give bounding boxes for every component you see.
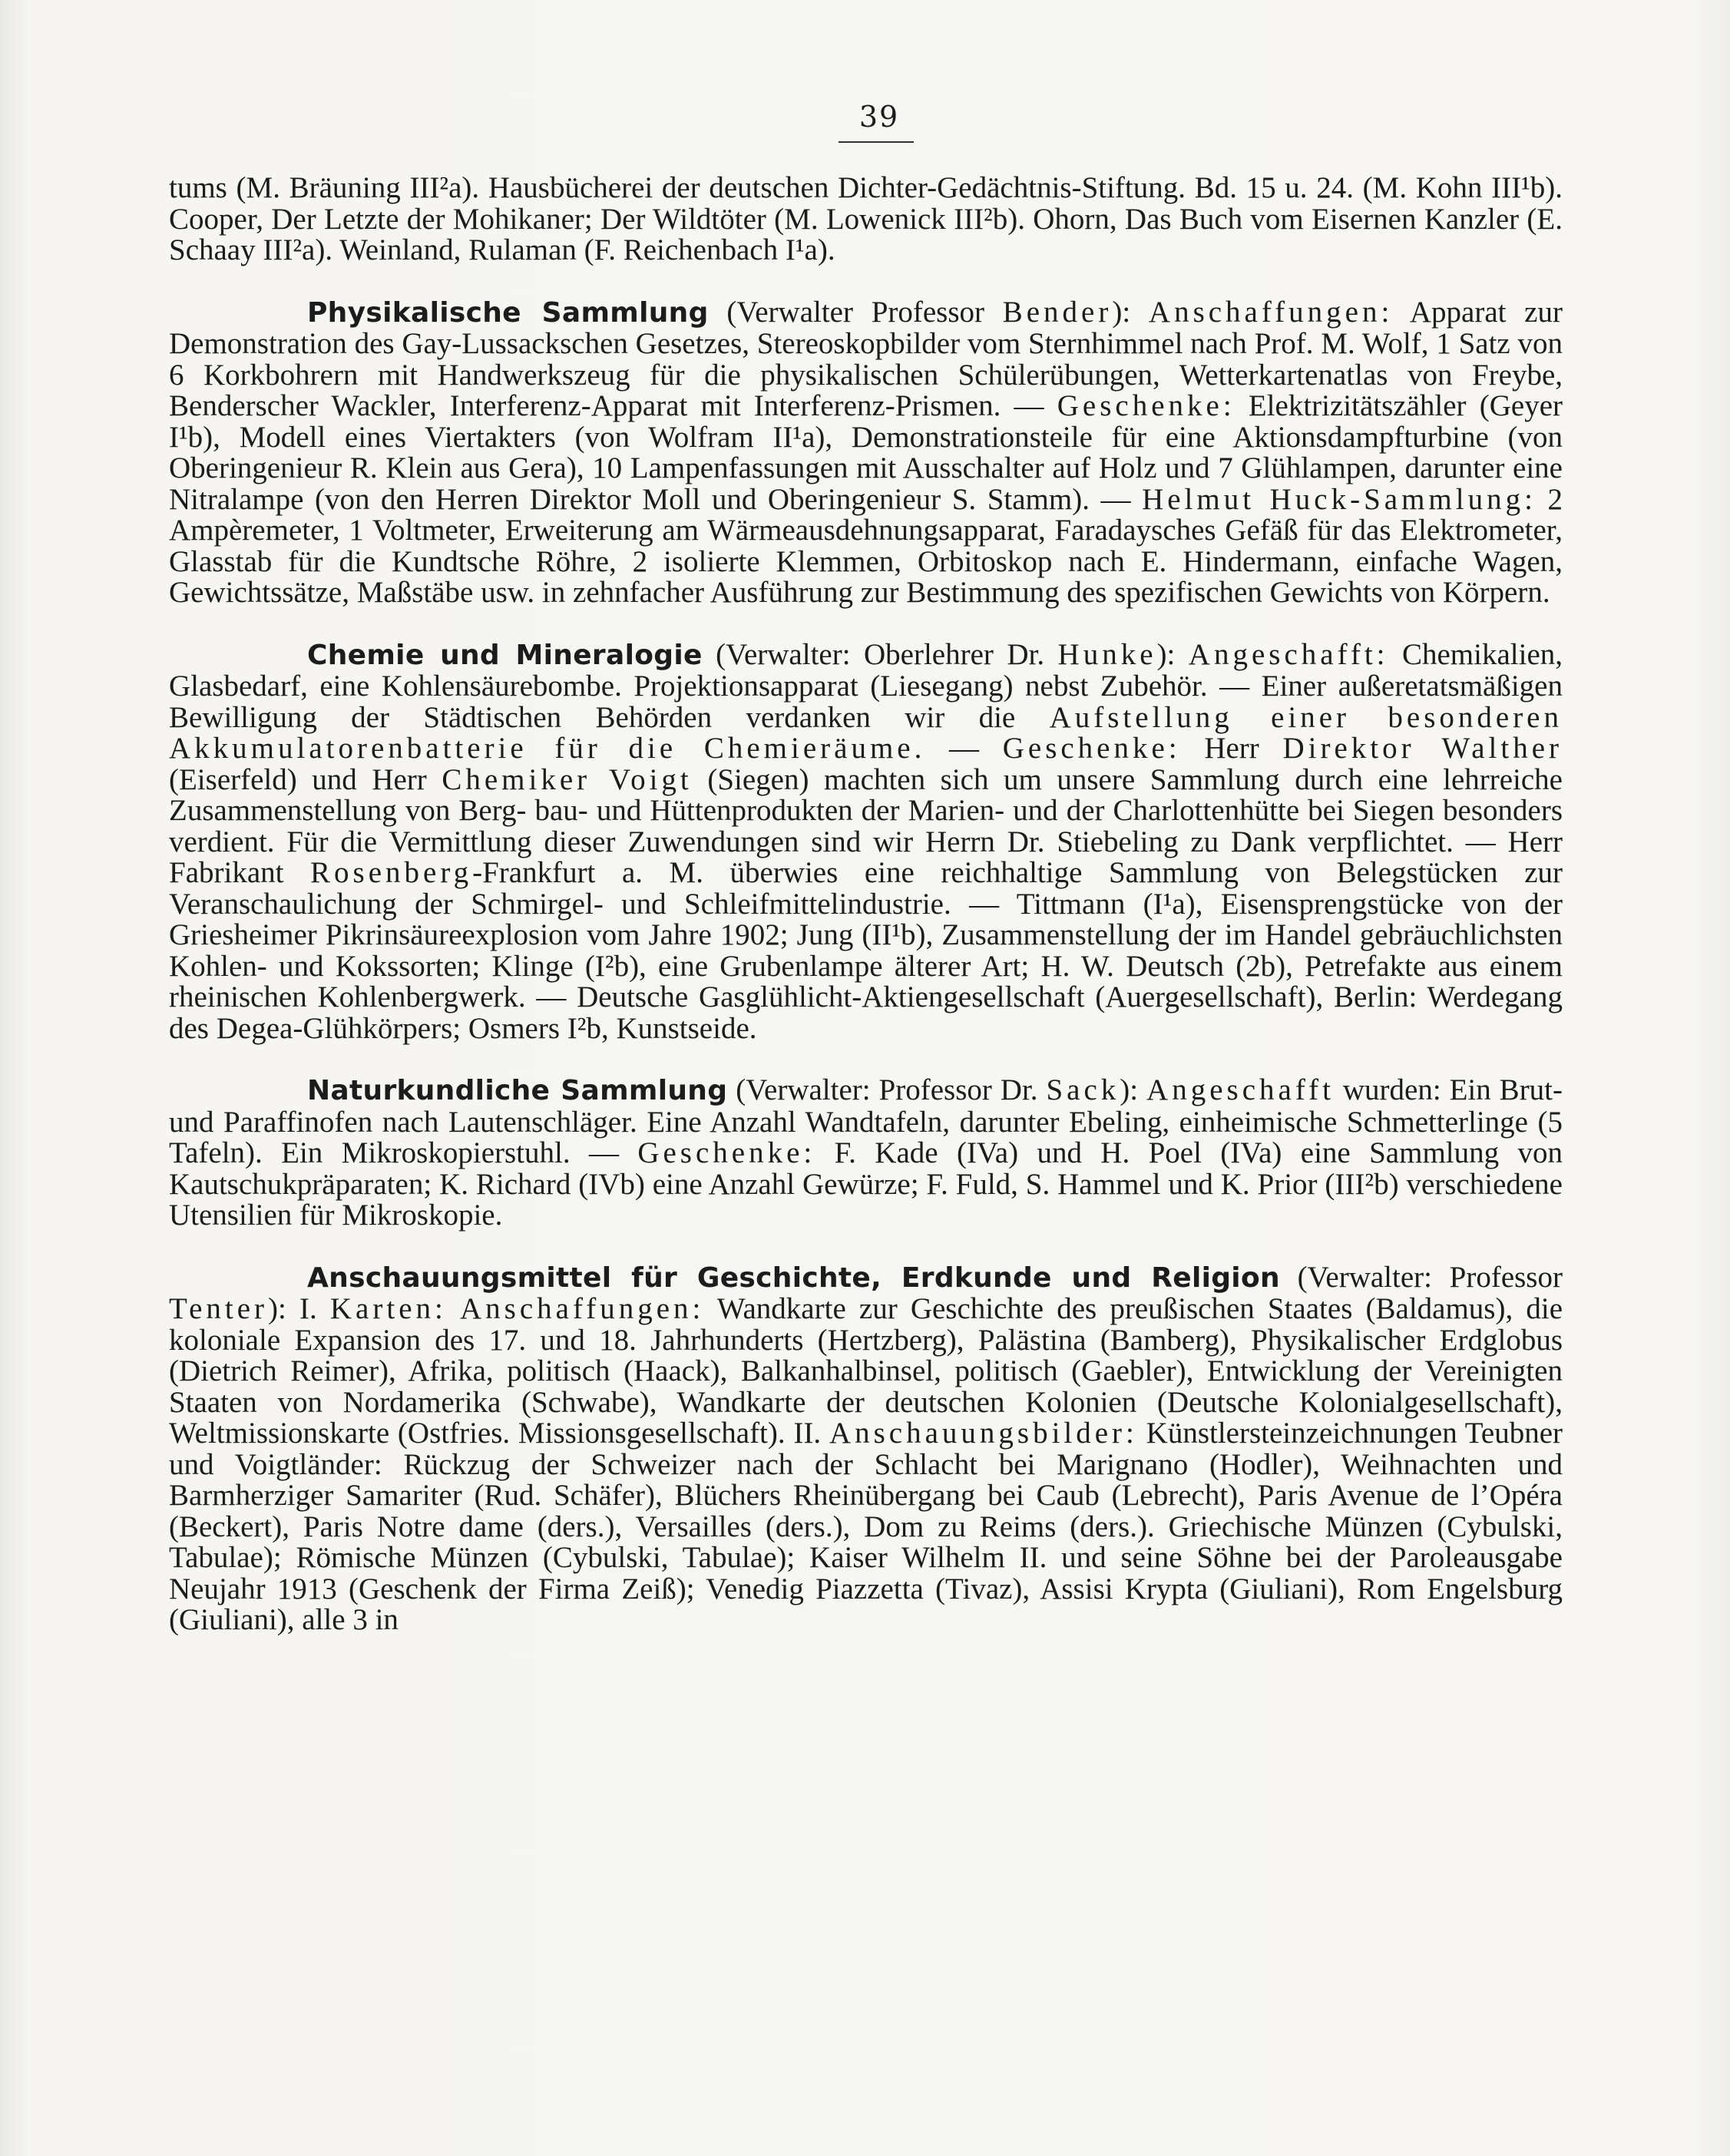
spaced-label: Anschaffungen:	[1148, 295, 1394, 329]
body-text: -Frankfurt a. M. überwies eine reichhaltige Sammlung von Belegstücken zur Veranschaulichung der Schmirgel- und Schleifmittelindustrie. — Tittmann (I¹a), Eisensprengstücke von der Griesheimer Pikrinsäureexplosion vom Jahre 1902; Jung (II¹b), Zusammenstellung der im Handel gebräuchlichsten Kohlen- und Kokssorten; Klinge (I²b), eine Grubenlampe älterer Art; H. W. Deutsch (2b), Petrefakte aus einem rheinischen Kohlenbergwerk. — Deutsche Gasglühlicht-Aktiengesellschaft (Auergesellschaft), Berlin: Werdegang des Degea-Glühkörpers; Osmers I²b, Kunstseide.	[169, 856, 1563, 1045]
spaced-label: Geschenke:	[1002, 732, 1181, 765]
body-text: ):	[1120, 1073, 1147, 1106]
body-text: (Verwalter: Professor	[1279, 1260, 1563, 1294]
body-text: Künstlersteinzeichnungen Teubner und Voigtländer: Rückzug der Schweizer nach der Schlacht bei Marignano (Hodler), Weihnachten und Barmherziger Samariter (Rud. Schäfer), Blüchers Rheinübergang bei Caub (Lebrecht), Paris Avenue de l’Opéra (Beckert), Paris Notre dame (ders.), Versailles (ders.), Dom zu Reims (ders.). Griechische Münzen (Cybulski, Tabulae); Römische Münzen (Cybulski, Tabulae); Kaiser Wilhelm II. und seine Söhne bei der Paroleausgabe Neujahr 1913 (Geschenk der Firma Zeiß); Venedig Piazzetta (Tivaz), Assisi Krypta (Giuliani), Rom Engelsburg (Giuliani), alle 3 in	[169, 1417, 1563, 1636]
body-text: (Siegen) machten sich um unsere Sammlung durch eine lehrreiche Zusammenstellung von Berg- bau- und Hüttenprodukten der Marien- und der Charlottenhütte bei Siegen besonders verdient. Für die Vermittlung dieser Zuwendungen sind wir Herrn Dr. Stiebeling zu Dank verpflichtet. — Herr Fabrikant	[169, 762, 1563, 889]
body-text: wurden: Ein Brut- und Paraffinofen nach Lautenschläger. Eine Anzahl Wandtafeln, darunter Ebeling, einheimische Schmetterlinge (5 Tafeln). Ein Mikroskopierstuhl. —	[169, 1073, 1563, 1169]
paragraph-chemie-und-mineralogie	[169, 637, 1563, 1045]
body-text: ):	[1156, 637, 1189, 671]
paragraph-gap	[169, 1232, 1563, 1262]
spaced-label: Anschauungsbilder:	[829, 1417, 1138, 1450]
body-text: —	[925, 732, 1003, 765]
spaced-label: Geschenke:	[637, 1136, 816, 1169]
spaced-label: Aufstellung einer besonderen Akkumulatorenbatterie für die Chemieräume.	[169, 700, 1563, 765]
paragraph-gap	[169, 1044, 1563, 1075]
section-heading: Naturkundliche Sammlung	[307, 1075, 728, 1106]
spaced-label: Angeschafft	[1146, 1073, 1335, 1106]
page-number: 39	[858, 100, 900, 134]
spaced-label: Angeschafft:	[1188, 637, 1389, 671]
body-text: Elektrizitätszähler (Geyer I¹b), Modell eines Viertakters (von Wolfram II¹a), Demonstrationsteile für eine Aktionsdampfturbine (von Oberingenieur R. Klein aus Gera), 10 Lampenfassungen mit Ausschalter auf Holz und 7 Glühlampen, darunter eine Nitralampe (von den Herren Direktor Moll und Oberingenieur S. Stamm). —	[169, 389, 1563, 516]
page-number-underline	[839, 141, 914, 143]
paragraph-physikalische-sammlung	[169, 297, 1563, 609]
body-text: (Eiserfeld) und Herr	[169, 762, 442, 796]
body-text: ): I.	[268, 1292, 330, 1325]
body-text: Apparat zur Demonstration des Gay-Lussackschen Gesetzes, Stereoskopbilder vom Sternhimmel nach Prof. M. Wolf, 1 Satz von 6 Korkbohrern mit Handwerkszeug für die physikalischen Schülerübungen, Wetterkartenatlas von Freybe, Benderscher Wackler, Interferenz-Apparat mit Interferenz-Prismen. —	[169, 295, 1563, 422]
paragraph-gap	[169, 266, 1563, 297]
paragraph-continuation: tums (M. Bräuning III²a). Hausbücherei der deutschen Dichter-Gedächtnis-Stiftung. Bd. 15 u. 24. (M. Kohn III¹b). Cooper, Der Letzte der Mohikaner; Der Wildtöter (M. Lowenick III²b). Ohorn, Das Buch vom Eisernen Kanzler (E. Schaay III²a). Weinland, Rulaman (F. Reichenbach I¹a).	[169, 171, 1563, 266]
body-text: (Verwalter Professor	[708, 295, 1003, 329]
person-name: Sack	[1046, 1073, 1120, 1106]
document-body	[169, 173, 1563, 1636]
section-heading: Anschauungsmittel für Geschichte, Erdkunde und Religion	[307, 1262, 1280, 1294]
body-text: Herr	[1180, 732, 1283, 765]
person-name: Hunke	[1057, 637, 1157, 671]
paragraph-naturkundliche-sammlung	[169, 1075, 1563, 1232]
paragraph-gap	[169, 609, 1563, 640]
body-text	[447, 1292, 460, 1325]
body-text: (Verwalter: Oberlehrer Dr.	[702, 637, 1058, 671]
spaced-label: Helmut Huck-Sammlung:	[1142, 482, 1536, 516]
body-text: 2 Ampèremeter, 1 Voltmeter, Erweiterung am Wärmeausdehnungsapparat, Faradaysches Gefäß für das Elektrometer, Glasstab für die Kundtsche Röhre, 2 isolierte Klemmen, Orbitoskop nach E. Hindermann, einfache Wagen, Gewichtssätze, Maßstäbe usw. in zehnfacher Ausführung zur Bestimmung des spezifischen Gewichts von Körpern.	[169, 482, 1563, 609]
body-text: Chemikalien, Glasbedarf, eine Kohlensäurebombe. Projektionsapparat (Liesegang) nebst Zubehör. — Einer außeretatsmäßigen Bewilligung der Städtischen Behörden verdanken wir die	[169, 637, 1563, 734]
spaced-label: Karten:	[329, 1292, 447, 1325]
section-heading: Physikalische Sammlung	[307, 296, 709, 329]
person-name: Chemiker Voigt	[442, 762, 693, 796]
person-name: Tenter	[169, 1292, 269, 1325]
person-name: Rosenberg	[310, 856, 473, 889]
person-name: Bender	[1002, 295, 1113, 329]
person-name: Direktor Walther	[1282, 732, 1563, 765]
body-text: F. Kade (IVa) und H. Poel (IVa) eine Sammlung von Kautschukpräparaten; K. Richard (IVb) eine Anzahl Gewürze; F. Fuld, S. Hammel und K. Prior (III²b) verschiedene Utensilien für Mikroskopie.	[169, 1136, 1563, 1232]
body-text: ):	[1112, 295, 1149, 329]
body-text: (Verwalter: Professor Dr.	[727, 1073, 1047, 1106]
body-text: Wandkarte zur Geschichte des preußischen Staates (Baldamus), die koloniale Expansion des 17. und 18. Jahrhunderts (Hertzberg), Palästina (Bamberg), Physikalischer Erdglobus (Dietrich Reimer), Afrika, politisch (Haack), Balkanhalbinsel, politisch (Gaebler), Entwicklung der Vereinigten Staaten von Nordamerika (Schwabe), Wandkarte der deutschen Kolonien (Deutsche Kolonialgesellschaft), Weltmissionskarte (Ostfries. Missionsgesellschaft). II.	[169, 1292, 1563, 1450]
spaced-label: Geschenke:	[1057, 389, 1235, 422]
paragraph-anschauungsmittel	[169, 1262, 1563, 1636]
spaced-label: Anschaffungen:	[459, 1292, 705, 1325]
section-heading: Chemie und Mineralogie	[307, 639, 703, 671]
